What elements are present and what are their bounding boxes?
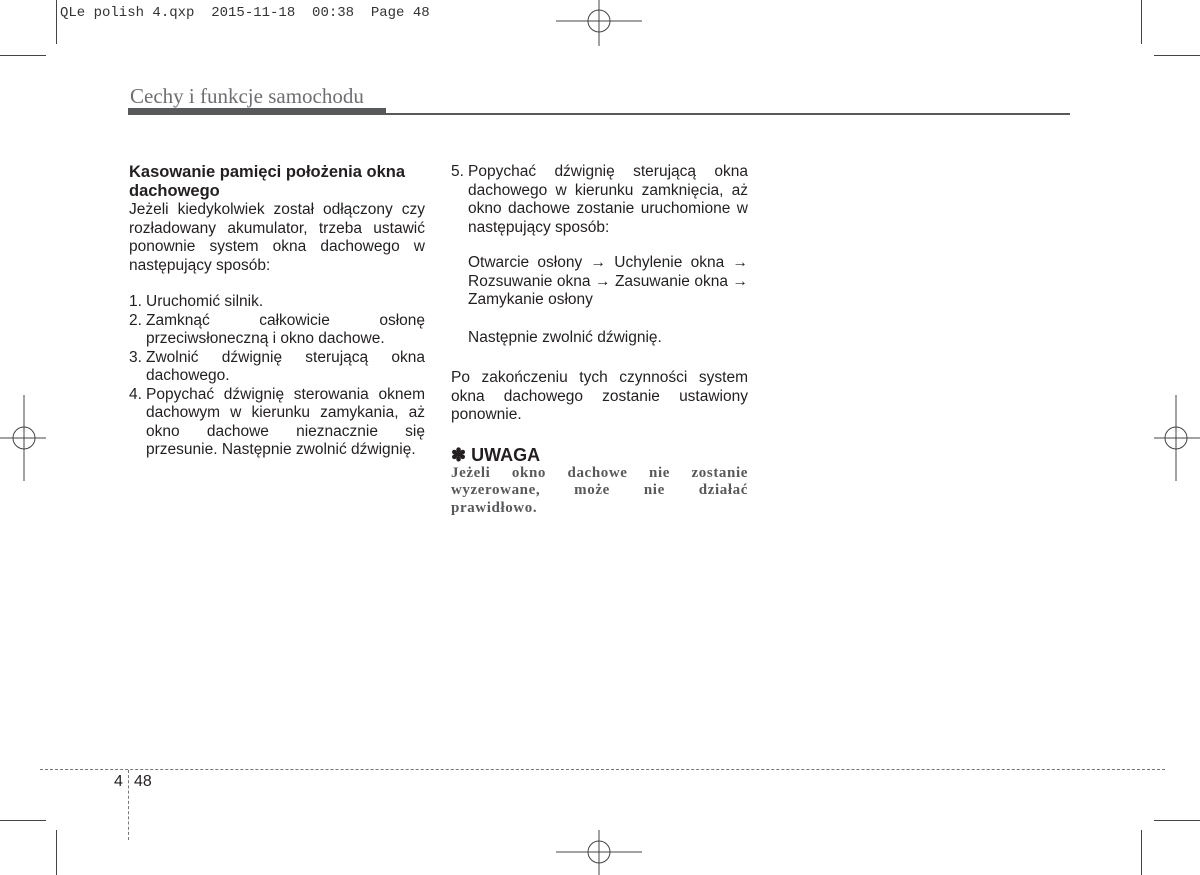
step-text: Zwolnić dźwignię sterującą okna dachowego. [146, 348, 425, 384]
crop-mark [1141, 0, 1142, 44]
left-column [129, 163, 425, 460]
list-item [451, 163, 748, 237]
registration-mark-left [0, 395, 48, 481]
list-item [129, 386, 425, 460]
warning-text: Jeżeli okno dachowe nie zostanie wyzerowane, może nie działać prawidłowo. [451, 464, 748, 516]
crop-mark [0, 55, 46, 56]
chapter-number: 4 [114, 773, 123, 790]
release-instruction: Następnie zwolnić dźwignię. [468, 328, 662, 346]
section-title: Cechy i funkcje samochodu [130, 84, 364, 108]
crop-mark [1154, 55, 1200, 56]
step-number: 4. [129, 385, 142, 403]
registration-mark-bottom [556, 828, 642, 875]
crop-mark [1154, 820, 1200, 821]
crop-mark [1141, 830, 1142, 875]
registration-mark-top [556, 0, 642, 48]
footer-divider [128, 770, 129, 840]
crop-mark [56, 830, 57, 875]
step-number: 1. [129, 293, 142, 310]
completion-paragraph: Po zakończeniu tych czynności system okna dachowego zostanie ustawiony ponownie. [451, 369, 748, 423]
operation-sequence: Otwarcie osłony → Uchylenie okna → Rozsuwanie okna → Zasuwanie okna → Zamykanie osłony [468, 254, 748, 308]
step-text: Uruchomić silnik. [146, 293, 264, 310]
step-number: 3. [129, 348, 142, 366]
crop-mark [0, 820, 46, 821]
registration-mark-right [1152, 395, 1200, 481]
section-heading: Kasowanie pamięci położenia okna dachowego [129, 163, 405, 200]
steps-list-continued [451, 163, 748, 237]
step-text: Zamknąć całkowicie osłonę przeciwsłoneczną i okno dachowe. [146, 311, 425, 347]
right-column [451, 163, 748, 517]
print-slug: QLe polish 4.qxp 2015-11-18 00:38 Page 48 [60, 5, 430, 21]
step-number: 5. [451, 163, 464, 180]
list-item [129, 293, 425, 312]
header-rule-thick [128, 108, 386, 115]
step-text: Popychać dźwignię sterowania oknem dachowym w kierunku zamykania, aż okno dachowe nieznacznie się przesunie. Następnie zwolnić dźwignię. [146, 385, 425, 458]
list-item [129, 349, 425, 386]
step-number: 2. [129, 311, 142, 329]
warning-title: ✽ UWAGA [451, 444, 541, 465]
crop-mark [56, 0, 57, 44]
steps-list [129, 293, 425, 460]
step-text: Popychać dźwignię sterującą okna dachowego w kierunku zamknięcia, aż okno dachowe zostanie uruchomione w następujący sposób: [468, 163, 748, 236]
page-number: 48 [134, 773, 152, 790]
header-rule-thin [386, 113, 1070, 115]
list-item [129, 312, 425, 349]
intro-paragraph: Jeżeli kiedykolwiek został odłączony czy rozładowany akumulator, trzeba ustawić ponownie system okna dachowego w następujący sposób: [129, 201, 425, 274]
footer-rule [40, 769, 1165, 770]
